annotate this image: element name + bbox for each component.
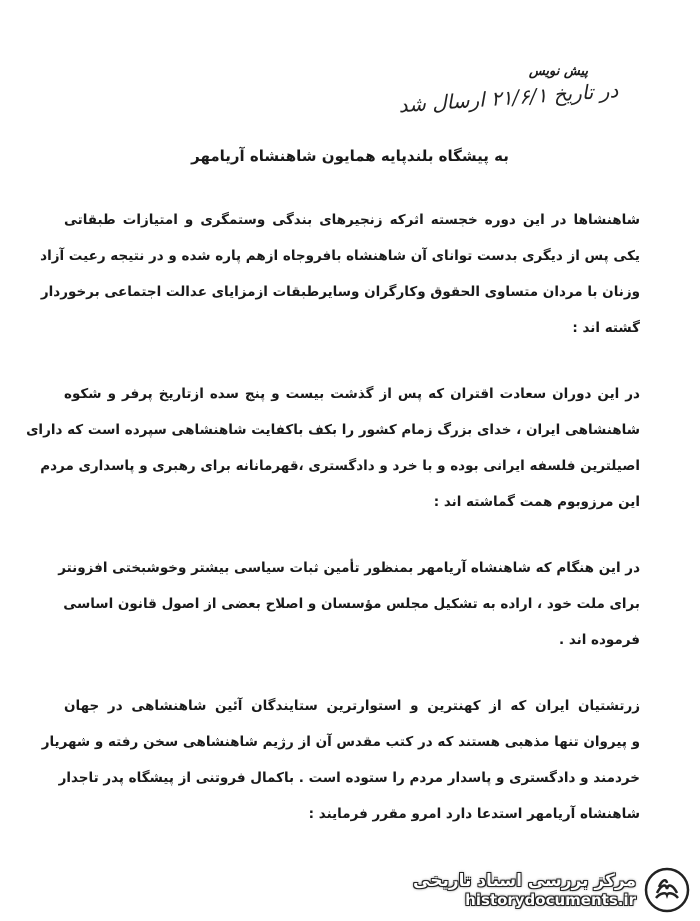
draft-label: پیش نویس [528, 64, 588, 79]
watermark-url: historydocuments.ir [465, 891, 636, 909]
text-line: فرموده اند . [559, 632, 640, 648]
text-line: شاهنشاها در این دوره خجسته اثرکه زنجیرهای بندگی وستمگری و امتیازات طبقاتی [64, 212, 640, 228]
letter-body [26, 202, 640, 862]
text-line: این مرزوبوم همت گماشته اند : [433, 494, 640, 510]
text-line: یکی پس از دیگری بدست توانای آن شاهنشاه بافروجاه ازهم پاره شده و در نتیجه رعیت آزاد [40, 248, 640, 264]
text-line: شاهنشاه آریامهر استدعا دارد امرو مقرر فرمایند : [308, 806, 640, 822]
text-line: وزنان با مردان متساوی الحقوق وکارگران وسایرطبقات ازمزایای عدالت اجتماعی برخوردار [40, 284, 640, 300]
paragraph-2 [26, 376, 640, 520]
text-line: شاهنشاهی ایران ، خدای بزرگ زمام کشور را بکف باکفایت شاهنشاهی سپرده است که دارای [26, 422, 640, 438]
salutation-heading: به پیشگاه بلندپایه همایون شاهنشاه آریامهر [191, 147, 509, 165]
watermark-text [413, 871, 636, 909]
text-line: گشته اند : [572, 320, 640, 336]
paragraph-3 [58, 550, 640, 658]
text-line: در این دوران سعادت اقتران که پس از گذشت بیست و پنج سده ازتاریخ پرفر و شکوه [64, 386, 640, 402]
text-line: اصیلترین فلسفه ایرانی بوده و با خرد و دادگستری ،قهرمانانه برای رهبری و پاسداری مردم [40, 458, 640, 474]
text-line: برای ملت خود ، اراده به تشکیل مجلس مؤسسان و اصلاح بعضی از اصول قانون اساسی [63, 596, 640, 612]
text-line: در این هنگام که شاهنشاه آریامهر بمنظور تأمین ثبات سیاسی بیشتر وخوشبختی افزونتر [58, 560, 640, 576]
text-line: خردمند و دادگستری و پاسدار مردم را ستوده است . باکمال فروتنی از پیشگاه پدر تاجدار [58, 770, 640, 786]
watermark-title: مرکز بررسی اسناد تاریخی [413, 871, 636, 891]
text-line: زرتشتیان ایران که از کهنترین و استوارترین ستایندگان آئین شاهنشاهی در جهان [64, 698, 640, 714]
watermark [413, 867, 690, 913]
paragraph-4 [41, 688, 640, 832]
paragraph-1 [40, 202, 640, 346]
open-book-logo-icon [644, 867, 690, 913]
handwritten-date-note: در تاریخ ۲۱/۶/۱ ارسال شد [397, 78, 619, 118]
text-line: و پیروان تنها مذهبی هستند که در کتب مقدس آن از رژیم شاهنشاهی سخن رفته و شهریار [41, 734, 640, 750]
